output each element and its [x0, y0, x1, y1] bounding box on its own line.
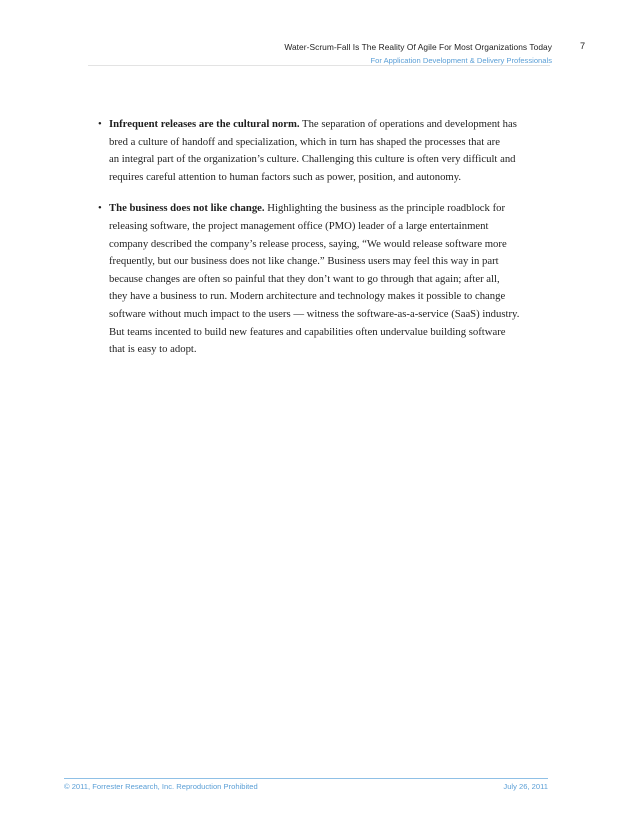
bullet-line: they have a business to run. Modern architecture and technology makes it possible to change	[109, 290, 506, 303]
bullet-item	[98, 116, 558, 186]
bullet-text: Highlighting the business as the principle roadblock for	[264, 202, 506, 215]
footer-divider	[64, 778, 548, 779]
bullet-line: software without much impact to the users — witness the software-as-a-service (SaaS) industry.	[109, 307, 520, 320]
bullet-line: that is easy to adopt.	[109, 343, 197, 356]
page-number: 7	[580, 41, 586, 51]
bullet-line: because changes are often so painful that they don’t want to go through that again; after all,	[109, 272, 500, 285]
bullet-marker: •	[98, 202, 102, 215]
bullet-line: But teams incented to build new features and capabilities often undervalue building software	[109, 325, 506, 338]
bullet-line: releasing software, the project management office (PMO) leader of a large entertainment	[109, 219, 489, 232]
bullet-line: company described the company’s release process, saying, “We would release software more	[109, 237, 507, 250]
bullet-lead: Infrequent releases are the cultural norm.	[109, 118, 300, 130]
bullet-marker: •	[98, 118, 102, 130]
bullet-line: requires careful attention to human factors such as power, position, and autonomy.	[109, 170, 462, 183]
bullet-lead: The business does not like change.	[109, 202, 265, 215]
running-header-subtitle: For Application Development & Delivery Professionals	[370, 56, 552, 65]
bullet-line	[109, 200, 558, 218]
running-header-title: Water-Scrum-Fall Is The Reality Of Agile For Most Organizations Today	[284, 42, 552, 52]
footer-copyright: © 2011, Forrester Research, Inc. Reproduction Prohibited	[64, 782, 258, 791]
body-text	[98, 116, 558, 373]
bullet-item	[98, 200, 558, 358]
bullet-line: frequently, but our business does not like change.” Business users may feel this way in part	[109, 255, 499, 268]
bullet-line: bred a culture of handoff and specialization, which in turn has shaped the processes that are	[109, 135, 500, 148]
header-divider	[88, 65, 550, 66]
bullet-text: The separation of operations and development has	[299, 118, 517, 130]
bullet-line: an integral part of the organization’s culture. Challenging this culture is often very difficult and	[109, 153, 516, 166]
footer-date: July 26, 2011	[503, 782, 548, 791]
bullet-line	[109, 116, 558, 134]
